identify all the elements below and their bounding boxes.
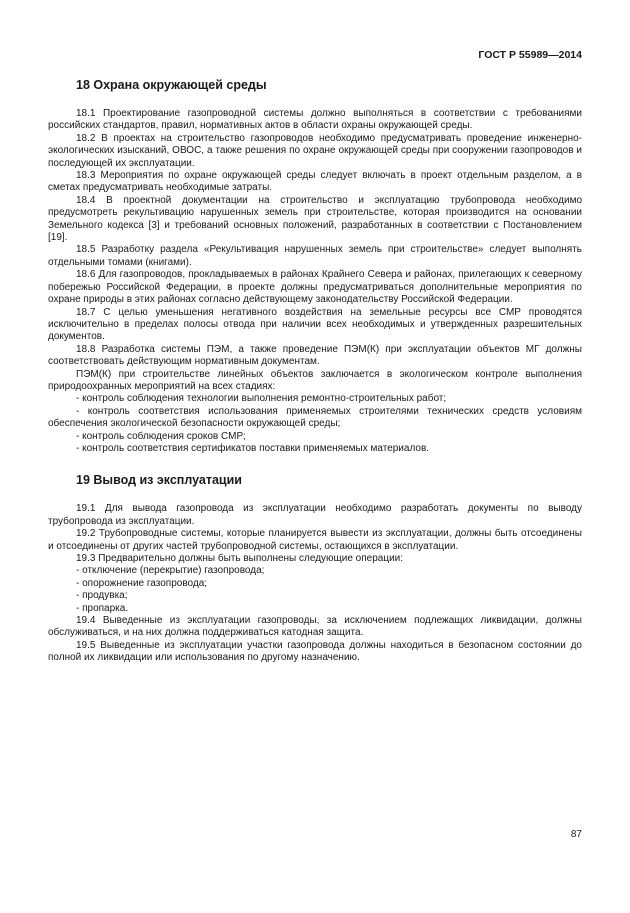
section-18-title: 18 Охрана окружающей среды xyxy=(76,78,267,92)
paragraph-19-2: 19.2 Трубопроводные системы, которые планируется вывести из эксплуатации, должны быть отсоединены и отсоединены от других частей трубопроводной системы, остающихся в эксплуатации. xyxy=(48,528,582,552)
list-item: - контроль соответствия сертификатов поставки применяемых материалов. xyxy=(76,442,430,454)
paragraph-19-5: 19.5 Выведенные из эксплуатации участки газопровода должны находиться в безопасном состоянии до полной их ликвидации или использования по другому назначению. xyxy=(48,639,582,664)
paragraph-18-8: 18.8 Разработка системы ПЭМ, а также проведение ПЭМ(К) при эксплуатации объектов МГ должны соответствовать действующим нормативным документам. xyxy=(48,343,582,368)
list-item: - контроль соблюдения сроков СМР; xyxy=(76,430,246,442)
list-item: - продувка; xyxy=(76,590,128,602)
section-19-title: 19 Вывод из эксплуатации xyxy=(76,473,242,488)
list-item: - опорожнение газопровода; xyxy=(76,577,208,589)
paragraph-19-4: 19.4 Выведенные из эксплуатации газопроводы, за исключением подлежащих ликвидации, должны обслуживаться, и на них должна поддерживаться катодная защита. xyxy=(48,615,582,639)
list-item: - контроль соответствия использования применяемых строителями технических средств условиям обеспечения экологической безопасности окружающей среды; xyxy=(48,405,582,430)
standard-designation: ГОСТ Р 55989—2014 xyxy=(478,49,582,61)
list-item: - контроль соблюдения технологии выполнения ремонтно-строительных работ; xyxy=(76,393,447,405)
paragraph-18-7: 18.7 С целью уменьшения негативного воздействия на земельные ресурсы все СМР проводятся исключительно в пределах полосы отвода при наличии всех необходимых и утвержденных разрешительных документов. xyxy=(48,306,582,343)
paragraph-19-1: 19.1 Для вывода газопровода из эксплуатации необходимо разработать документы по выводу трубопровода из эксплуатации. xyxy=(48,503,582,527)
paragraph-18-6: 18.6 Для газопроводов, прокладываемых в районах Крайнего Севера и районах, прилегающих к северному побережью Российской Федерации, в проекте должны предусматриваться дополнительные мероприятия по охране природы в этих районах согласно действующему законодательству Российской Федерации. xyxy=(48,269,582,306)
list-item: - отключение (перекрытие) газопровода; xyxy=(76,565,265,577)
paragraph-18-5: 18.5 Разработку раздела «Рекультивация нарушенных земель при строительстве» следует выполнять отдельными томами (книгами). xyxy=(48,244,582,268)
document-body xyxy=(48,78,582,665)
section-19-text xyxy=(48,503,582,664)
section-18-text xyxy=(48,108,582,455)
page-number: 87 xyxy=(570,829,582,840)
paragraph-18-2: 18.2 В проектах на строительство газопроводов необходимо предусматривать проведение инженерно-экологических изысканий, ОВОС, а также решения по охране окружающей среды при сооружении газопроводов и последующей их эксплуатации. xyxy=(48,132,582,169)
paragraph-18-3: 18.3 Мероприятия по охране окружающей среды следует включать в проект отдельным разделом, а в сметах предусматривать необходимые затраты. xyxy=(48,170,582,194)
paragraph-19-3: 19.3 Предварительно должны быть выполнены следующие операции: xyxy=(76,553,404,564)
list-item: - пропарка. xyxy=(76,602,129,614)
paragraph-18-1: 18.1 Проектирование газопроводной системы должно выполняться в соответствии с требованиями российских стандартов, правил, нормативных актов в области охраны окружающей среды. xyxy=(48,108,582,132)
paragraph-18-4: 18.4 В проектной документации на строительство и эксплуатацию трубопровода необходимо предусмотреть рекультивацию нарушенных земель при строительстве, которая производится на основании Земельного кодекса [3] и требований основных положений, разработанных в соответствии с Постановлением [19]. xyxy=(48,194,582,244)
paragraph-pem: ПЭМ(К) при строительстве линейных объектов заключается в экологическом контроле выполнения природоохранных мероприятий на всех стадиях: xyxy=(48,368,582,392)
